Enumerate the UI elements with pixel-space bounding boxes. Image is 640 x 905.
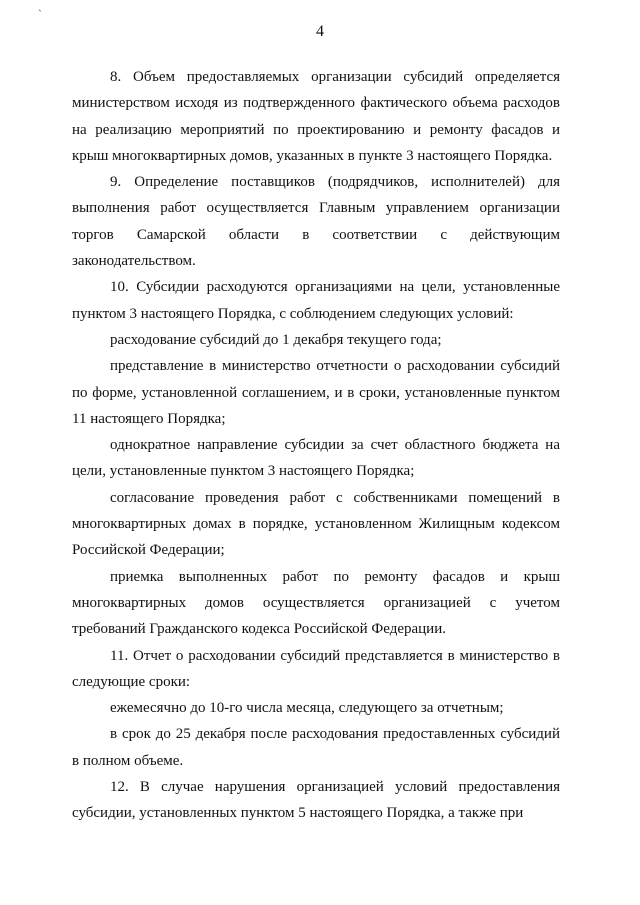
condition-deadline: расходование субсидий до 1 декабря текущего года; <box>110 331 442 348</box>
document-body <box>72 64 560 827</box>
paragraph-12: 12. В случае нарушения организацией условий предоставления субсидии, установленных пунктом 5 настоящего Порядка, а также при <box>72 779 560 822</box>
page-number: 4 <box>316 23 324 40</box>
condition-single-allocation: однократное направление субсидии за счет областного бюджета на цели, установленные пунктом 3 настоящего Порядка; <box>72 437 560 480</box>
paragraph-10: 10. Субсидии расходуются организациями на цели, установленные пунктом 3 настоящего Порядка, с соблюдением следующих условий: <box>72 279 560 322</box>
paragraph-9: 9. Определение поставщиков (подрядчиков, исполнителей) для выполнения работ осуществляется Главным управлением организации торгов Самарской области в соответствии с действующим законодательством. <box>72 174 560 270</box>
condition-owner-approval: согласование проведения работ с собственниками помещений в многоквартирных домах в порядке, установленном Жилищным кодексом Российской Федерации; <box>72 489 560 559</box>
report-final: в срок до 25 декабря после расходования предоставленных субсидий в полном объеме. <box>72 726 560 769</box>
report-monthly: ежемесячно до 10-го числа месяца, следующего за отчетным; <box>110 700 504 717</box>
paragraph-11: 11. Отчет о расходовании субсидий представляется в министерство в следующие сроки: <box>72 647 560 690</box>
corner-mark: ` <box>38 7 42 21</box>
paragraph-8: 8. Объем предоставляемых организации субсидий определяется министерством исходя из подтвержденного фактического объема расходов на реализацию мероприятий по проектированию и ремонту фасадов и крыш многоквартирных домов, указанных в пункте 3 настоящего Порядка. <box>72 69 560 164</box>
condition-acceptance: приемка выполненных работ по ремонту фасадов и крыш многоквартирных домов осуществляется организацией с учетом требований Гражданского кодекса Российской Федерации. <box>72 568 560 638</box>
condition-reporting: представление в министерство отчетности о расходовании субсидий по форме, установленной соглашением, и в сроки, установленные пунктом 11 настоящего Порядка; <box>72 358 560 427</box>
